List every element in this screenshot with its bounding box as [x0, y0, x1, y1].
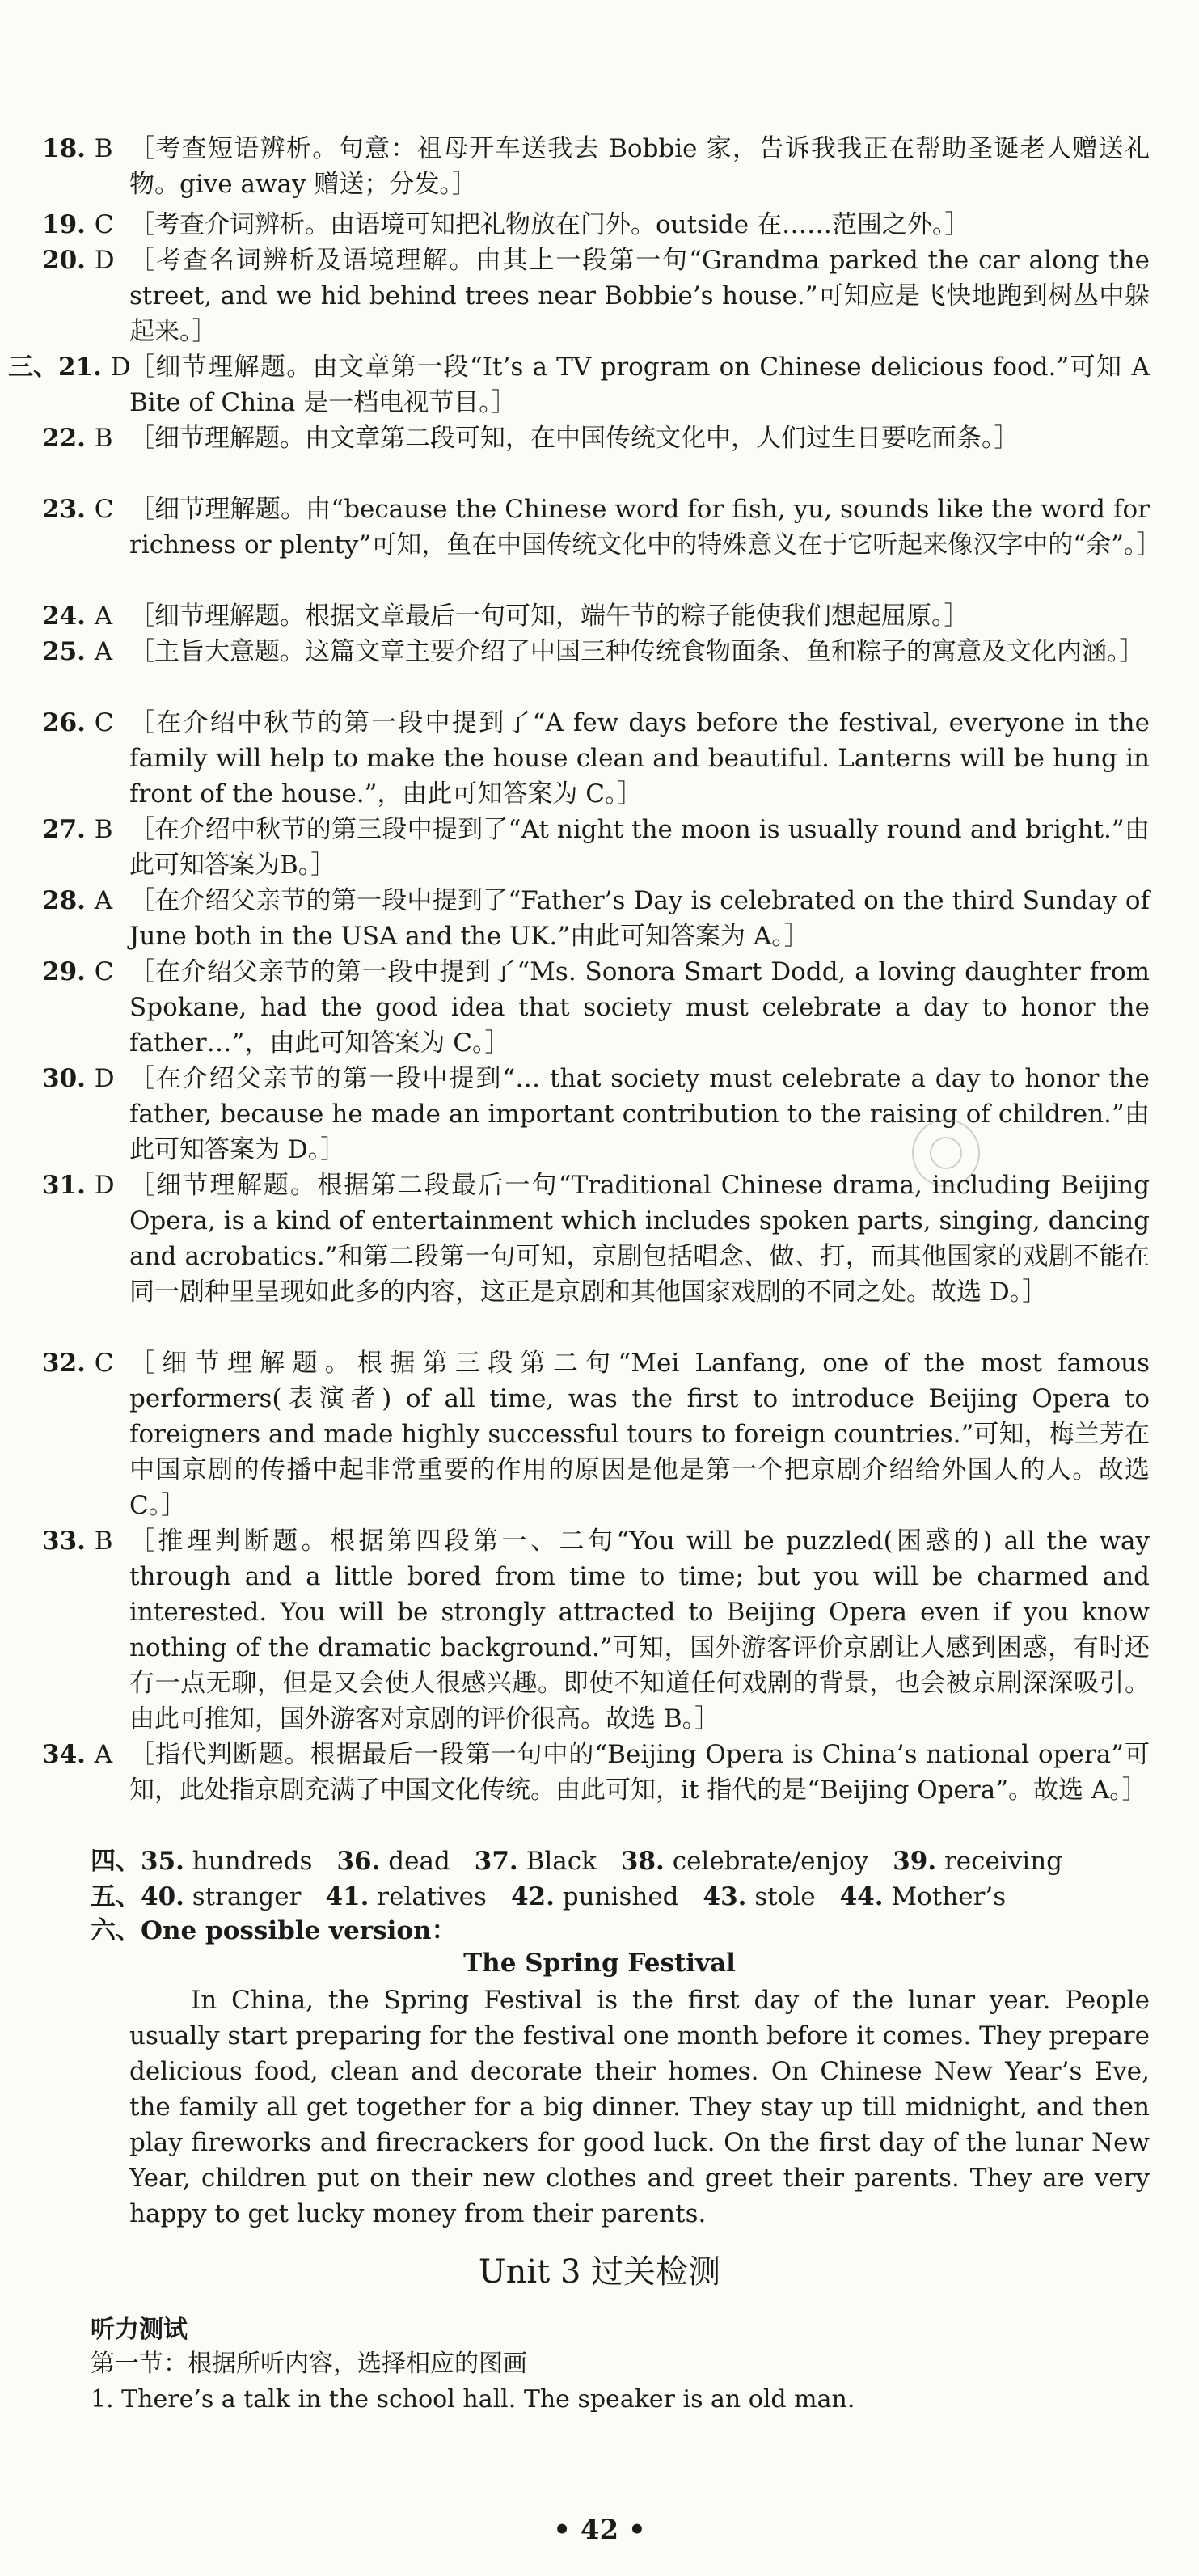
- essay-body: In China, the Spring Festival is the first day of the lunar year. People usually start preparing for the festival one month before it comes. They prepare delicious food, clean and decorate their homes. On Chinese New Year’s Eve, the family all get together for a big dinner. They stay up till midnight, and then play fireworks and firecrackers for good luck. On the first day of the lunar New Year, children put on their new clothes and greet their parents. They are very happy to get lucky money from their parents.: [129, 1986, 1150, 2228]
- answer-18: [42, 131, 1150, 202]
- explanation: ［在介绍父亲节的第一段中提到“… that society must celebrate a day to honor the father, because he made an important contribution to the raising of children.”由此可知答案为 D。］: [129, 1064, 1150, 1164]
- explanation: ［在介绍中秋节的第一段中提到了“A few days before the festival, everyone in the family will help to make the house clean and beautiful. Lanterns will be hung in front of the house.”，由此可知答案为 C。］: [129, 708, 1150, 809]
- question-number: 33. B: [42, 1527, 113, 1556]
- question-1: 1. There’s a talk in the school hall. The speaker is an old man.: [91, 2385, 855, 2413]
- page-number: • 42 •: [553, 2514, 646, 2546]
- question-number: 31. D: [42, 1171, 115, 1200]
- question-number: 25. A: [42, 637, 113, 666]
- explanation: ［考查介词辨析。由语境可知把礼物放在门外。outside 在……范围之外。］: [129, 210, 970, 239]
- question-number: 28. A: [42, 886, 113, 915]
- explanation: ［考查名词辨析及语境理解。由其上一段第一句“Grandma parked the car along the street, and we hid behind trees near Bobbie’s house.”可知应是飞快地跑到树丛中躲起来。］: [129, 246, 1150, 346]
- explanation: ［主旨大意题。这篇文章主要介绍了中国三种传统食物面条、鱼和粽子的寓意及文化内涵。］: [129, 637, 1145, 666]
- question-number: 32. C: [42, 1349, 114, 1378]
- answer-22: [42, 420, 1150, 456]
- explanation: ［细节理解题。由“because the Chinese word for fish, yu, sounds like the word for richness or plenty”可知，鱼在中国传统文化中的特殊意义在于它听起来像汉字中的“余”。］: [129, 495, 1162, 560]
- explanation: ［在介绍中秋节的第三段中提到了“At night the moon is usually round and bright.”由此可知答案为B。］: [129, 815, 1150, 880]
- part-1-instruction: 第一节：根据所听内容，选择相应的图画: [91, 2350, 527, 2378]
- essay-title: The Spring Festival: [463, 1949, 736, 1978]
- answer-26: [42, 705, 1150, 812]
- answer-21: [8, 349, 1150, 420]
- section-5-answers: 五、40. stranger 41. relatives 42. punished 43. stole 44. Mother’s: [91, 1882, 1007, 1911]
- question-number: 22. B: [42, 424, 113, 453]
- explanation: ［细节理解题。根据第二段最后一句“Traditional Chinese drama, including Beijing Opera, is a kind of entertainment which includes spoken parts, singing, dancing and acrobatics.”和第二段第一句可知，京剧包括唱念、做、打，而其他国家的戏剧不能在同一剧种里呈现如此多的内容，这正是京剧和其他国家戏剧的不同之处。故选 D。］: [129, 1171, 1150, 1307]
- answer-20: [42, 243, 1150, 349]
- explanation: ［细节理解题。根据文章最后一句可知，端午节的粽子能使我们想起屈原。］: [129, 602, 969, 631]
- explanation: ［细节理解题。由文章第二段可知，在中国传统文化中，人们过生日要吃面条。］: [129, 424, 1020, 453]
- question-number: 29. C: [42, 957, 114, 986]
- question-number: 30. D: [42, 1064, 115, 1093]
- listening-heading: 听力测试: [91, 2316, 188, 2344]
- answer-34: [42, 1737, 1150, 1808]
- section-4-answers: 四、35. hundreds 36. dead 37. Black 38. celebrate/enjoy 39. receiving: [91, 1847, 1063, 1876]
- answer-33: [42, 1523, 1150, 1737]
- answer-29: [42, 954, 1150, 1061]
- explanation: ［在介绍父亲节的第一段中提到了“Ms. Sonora Smart Dodd, a loving daughter from Spokane, had the good idea that society must celebrate a day to honor the father…”，由此可知答案为 C。］: [129, 957, 1150, 1058]
- question-number: 27. B: [42, 815, 113, 844]
- question-number: 19. C: [42, 210, 114, 239]
- question-number: 三、21. D: [8, 353, 131, 382]
- answer-19: [42, 207, 1150, 243]
- question-number: 26. C: [42, 708, 114, 737]
- explanation: ［细节理解题。由文章第一段“It’s a TV program on Chinese delicious food.”可知 A Bite of China 是一档电视节目。］: [129, 353, 1150, 417]
- answer-23: [42, 492, 1162, 563]
- explanation: ［细节理解题。根据第三段第二句“Mei Lanfang, one of the most famous performers(表演者) of all time, was the first to introduce Beijing Opera to foreigners and made highly successful tours to foreign countries.”可知，梅兰芳在中国京剧的传播中起非常重要的作用的原因是他是第一个把京剧介绍给外国人的人。故选 C。］: [129, 1349, 1150, 1520]
- answer-31: [42, 1168, 1150, 1310]
- question-number: 34. A: [42, 1740, 113, 1769]
- answer-25: [42, 634, 1150, 669]
- answer-27: [42, 812, 1150, 883]
- section-6-label: 六、One possible version：: [91, 1916, 457, 1945]
- question-number: 24. A: [42, 602, 113, 631]
- answer-28: [42, 883, 1150, 954]
- answer-24: [42, 598, 1150, 634]
- explanation: ［考查短语辨析。句意：祖母开车送我去 Bobbie 家，告诉我我正在帮助圣诞老人赠送礼物。give away 赠送；分发。］: [129, 134, 1150, 199]
- answer-30: [42, 1061, 1150, 1168]
- question-number: 23. C: [42, 495, 114, 524]
- answer-32: [42, 1345, 1150, 1523]
- unit-title: Unit 3 过关检测: [478, 2253, 721, 2291]
- explanation: ［推理判断题。根据第四段第一、二句“You will be puzzled(困惑的) all the way through and a little bored from time to time; but you will be charmed and interested. You will be strongly attracted to Beijing Opera even if you know nothing of the dramatic background.”可知，国外游客评价京剧让人感到困惑，有时还有一点无聊，但是又会使人很感兴趣。即使不知道任何戏剧的背景，也会被京剧深深吸引。由此可推知，国外游客对京剧的评价很高。故选 B。］: [129, 1527, 1150, 1734]
- question-number: 20. D: [42, 246, 115, 275]
- explanation: ［指代判断题。根据最后一段第一句中的“Beijing Opera is China’s national opera”可知，此处指京剧充满了中国文化传统。由此可知，it 指代的是“Beijing Opera”。故选 A。］: [129, 1740, 1150, 1805]
- question-number: 18. B: [42, 134, 113, 163]
- explanation: ［在介绍父亲节的第一段中提到了“Father’s Day is celebrated on the third Sunday of June both in the USA and the UK.”由此可知答案为 A。］: [129, 886, 1150, 951]
